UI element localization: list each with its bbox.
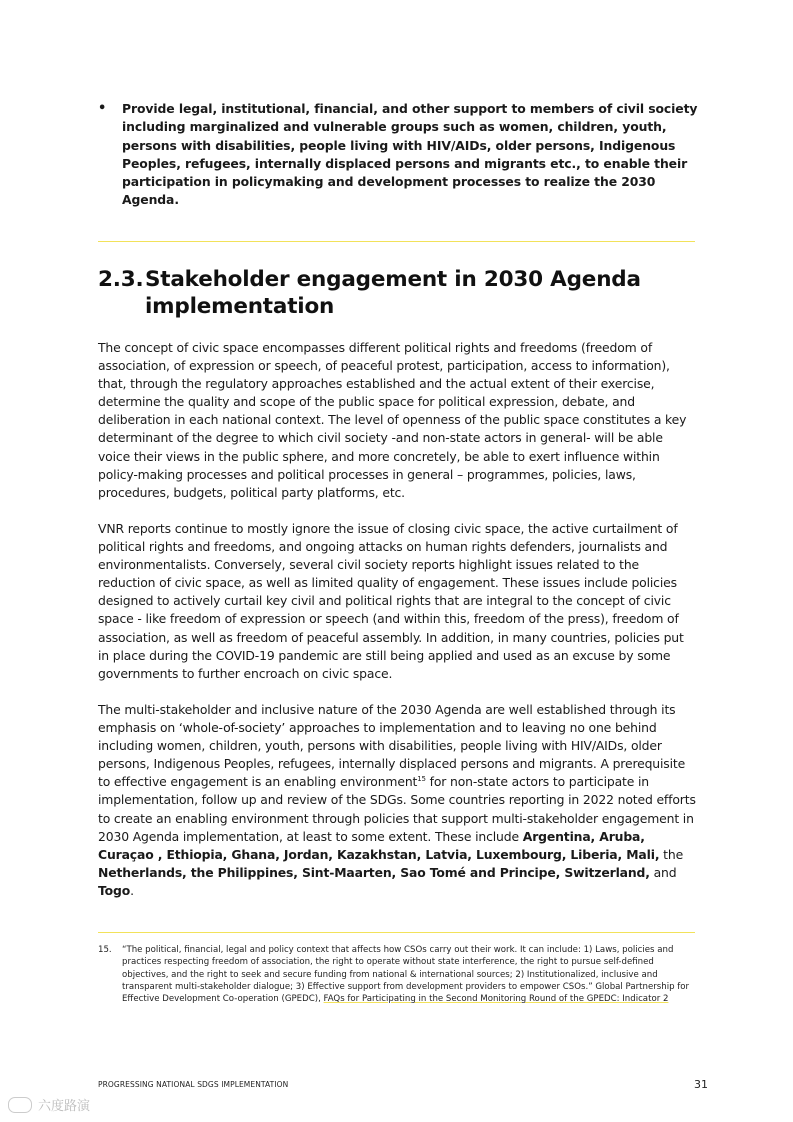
- bullet-text: Provide legal, institutional, financial, and other support to members of civil society including marginalized and vulnerable groups such as women, children, youth, persons with disabilities, people living with HIV/AIDs, older persons, Indigenous Peoples, refugees, internally displaced persons and migrants etc., to enable their participation in policymaking and development processes to realize the 2030 Agenda.: [122, 101, 698, 208]
- footnote-divider: [98, 932, 695, 933]
- footnote-number: 15.: [98, 945, 112, 955]
- footnote-text: [122, 944, 698, 1005]
- section-divider: [98, 241, 695, 242]
- paragraph-vnr-reports: VNR reports continue to mostly ignore the issue of closing civic space, the active curtailment of political rights and freedoms, and ongoing attacks on human rights defenders, journalists and environmentalists. Conversely, several civil society reports highlight issues related to the reduction of civic space, as well as limited quality of engagement. These issues include policies designed to actively curtail key civil and political rights that are integral to the concept of civic space - like freedom of expression or speech (and within this, freedom of the press), freedom of association, as well as freedom of peaceful assembly. In addition, in many countries, policies put in place during the COVID-19 pandemic are still being applied and used as an excuse by some governments to further encroach on civic space.: [98, 521, 684, 681]
- country-list-3: Togo: [98, 882, 131, 898]
- country-list-2: Netherlands, the Philippines, Sint-Maarten, Sao Tomé and Principe, Switzerland,: [98, 864, 650, 880]
- footnote-body: “The political, financial, legal and policy context that affects how CSOs carry out their work. It can include: 1) Laws, policies and practices respecting freedom of association, the right to operate without state interference, the right to pursue self-defined objectives, and the right to seek and secure funding from national & international sources; 2) Institutionalized, inclusive and transparent multi-stakeholder dialogue; 3) Effective support from development providers to empower CSOs.” Global Partnership for Effective Development Co-operation (GPEDC),: [122, 945, 690, 1005]
- p3-text-the: the: [659, 846, 684, 862]
- watermark-text: 六度路演: [38, 1099, 91, 1114]
- paragraph-civic-space: The concept of civic space encompasses different political rights and freedoms (freedom of association, of expression or speech, of peaceful protest, participation, access to information), that, through the regulatory approaches established and the actual extent of their exercise, determine the quality and scope of the public space for political expression, debate, and deliberation in each national context. The level of openness of the public space constitutes a key determinant of the degree to which civil society -and non-state actors in general- will be able voice their views in the public sphere, and more concretely, be able to exert influence within policy-making processes and political processes in general – programmes, policies, laws, procedures, budgets, political party platforms, etc.: [98, 340, 687, 500]
- section-number: 2.3.: [98, 267, 144, 292]
- p3-text-end: .: [130, 882, 134, 898]
- footnote-15: [98, 944, 698, 1005]
- section-title: Stakeholder engagement in 2030 Agenda implementation: [145, 267, 641, 319]
- footnote-ref-15[interactable]: 15: [417, 775, 426, 784]
- watermark-logo-icon: [8, 1097, 32, 1113]
- p3-text-and: and: [649, 864, 677, 880]
- bullet-marker: •: [98, 101, 107, 116]
- bullet-list: [98, 100, 698, 210]
- paragraph-multi-stakeholder: [98, 701, 698, 900]
- p3-text-a: The multi-stakeholder and inclusive nature of the 2030 Agenda are well established through its emphasis on ‘whole-of-society’ approaches to implementation and to leaving no one behind including women, children, youth, persons with disabilities, people living with HIV/AIDs, older persons, Indigenous Peoples, refugees, internally displaced persons and migrants. A prerequisite to effective engagement is an enabling environment: [98, 702, 686, 790]
- running-footer: PROGRESSING NATIONAL SDGS IMPLEMENTATION: [98, 1080, 289, 1089]
- p3-text-b: for non-state actors to participate in implementation, follow up and review of the SDGs. Some countries reporting in 2022 noted efforts to create an enabling environment through policies that support multi-stakeholder engagement in 2030 Agenda implementation, at least to some extent. These include: [98, 774, 696, 844]
- bullet-item: [98, 100, 698, 210]
- country-list-1: Argentina, Aruba, Curaçao , Ethiopia, Ghana, Jordan, Kazakhstan, Latvia, Luxembourg, Liberia, Mali,: [98, 828, 660, 862]
- footnote-link[interactable]: FAQs for Participating in the Second Monitoring Round of the GPEDC: Indicator 2: [323, 994, 669, 1005]
- section-heading: [98, 266, 698, 320]
- page-number: 31: [694, 1078, 708, 1091]
- watermark: [8, 1095, 90, 1114]
